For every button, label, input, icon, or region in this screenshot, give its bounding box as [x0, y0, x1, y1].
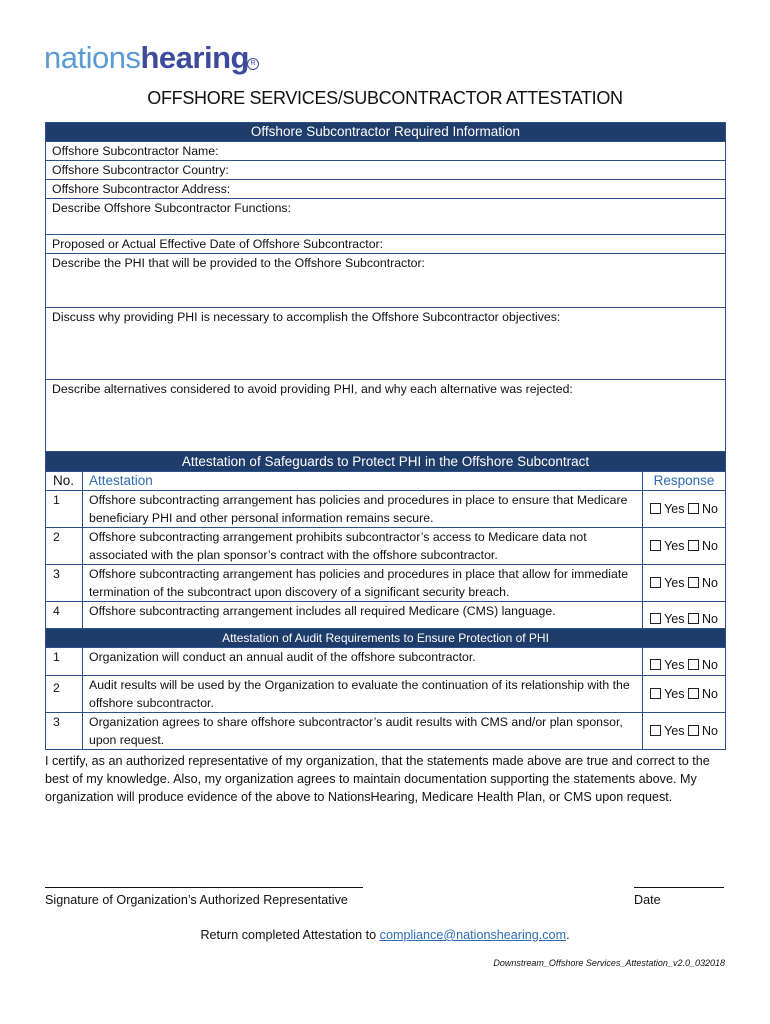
date-label: Date — [634, 893, 661, 907]
no-checkbox[interactable] — [688, 503, 699, 514]
compliance-email-link[interactable]: compliance@nationshearing.com — [379, 928, 567, 942]
yes-label: Yes — [664, 576, 685, 590]
yes-label: Yes — [664, 724, 685, 738]
row-number: 2 — [46, 676, 83, 713]
attestation-text: Offshore subcontracting arrangement includes all required Medicare (CMS) language. — [83, 602, 643, 629]
no-checkbox[interactable] — [688, 577, 699, 588]
document-title: OFFSHORE SERVICES/SUBCONTRACTOR ATTESTATION — [147, 88, 623, 108]
certification-statement: I certify, as an authorized representative of my organization, that the statements made above are true and correct to the best of my knowledge. Also, my organization agrees to maintain documentation supporting the statements above. My organization will produce evidence of the above to NationsHearing, Medicare Health Plan, or CMS upon request. — [45, 754, 710, 804]
yes-label: Yes — [664, 658, 685, 672]
signature-label: Signature of Organization’s Authorized Representative — [45, 893, 348, 907]
yes-checkbox[interactable] — [650, 725, 661, 736]
yes-label: Yes — [664, 612, 685, 626]
row-number: 3 — [46, 713, 83, 750]
response-options — [643, 676, 726, 713]
field-phi-necessity[interactable]: Discuss why providing PHI is necessary to accomplish the Offshore Subcontractor objectives: — [46, 308, 726, 380]
no-label: No — [701, 539, 718, 553]
section-header-required-info: Offshore Subcontractor Required Information — [46, 123, 726, 142]
no-checkbox[interactable] — [688, 659, 699, 670]
yes-label: Yes — [664, 687, 685, 701]
no-label: No — [701, 576, 718, 590]
attestation-text: Organization agrees to share offshore subcontractor’s audit results with CMS and/or plan sponsor, upon request. — [83, 713, 643, 750]
field-subcontractor-address[interactable]: Offshore Subcontractor Address: — [46, 180, 726, 199]
attestation-text: Audit results will be used by the Organization to evaluate the continuation of its relationship with the offshore subcontractor. — [83, 676, 643, 713]
return-end: . — [566, 928, 570, 942]
no-checkbox[interactable] — [688, 725, 699, 736]
attestation-text: Offshore subcontracting arrangement has policies and procedures in place to ensure that Medicare beneficiary PHI and other personal information remains secure. — [83, 491, 643, 528]
no-label: No — [701, 724, 718, 738]
return-instructions — [0, 928, 770, 942]
registered-mark-icon: R — [247, 58, 259, 70]
document-footer-id: Downstream_Offshore Services_Attestation_v2.0_032018 — [493, 958, 725, 968]
field-phi-description[interactable]: Describe the PHI that will be provided to the Offshore Subcontractor: — [46, 254, 726, 308]
nationshearing-logo — [44, 38, 259, 78]
field-alternatives[interactable]: Describe alternatives considered to avoid providing PHI, and why each alternative was rejected: — [46, 380, 726, 452]
no-label: No — [701, 612, 718, 626]
column-header-response: Response — [643, 472, 726, 491]
logo-part-hearing: hearing — [140, 40, 249, 75]
response-options — [643, 713, 726, 750]
yes-checkbox[interactable] — [650, 659, 661, 670]
field-subcontractor-name[interactable]: Offshore Subcontractor Name: — [46, 142, 726, 161]
row-number: 1 — [46, 648, 83, 676]
yes-label: Yes — [664, 539, 685, 553]
yes-label: Yes — [664, 502, 685, 516]
yes-checkbox[interactable] — [650, 503, 661, 514]
attestation-text: Offshore subcontracting arrangement prohibits subcontractor’s access to Medicare data not associated with the plan sponsor’s contract with the offshore subcontractor. — [83, 528, 643, 565]
return-text: Return completed Attestation to — [200, 928, 377, 942]
yes-checkbox[interactable] — [650, 577, 661, 588]
no-checkbox[interactable] — [688, 613, 699, 624]
row-number: 4 — [46, 602, 83, 629]
no-checkbox[interactable] — [688, 540, 699, 551]
signature-line[interactable] — [45, 887, 363, 888]
yes-checkbox[interactable] — [650, 540, 661, 551]
yes-checkbox[interactable] — [650, 613, 661, 624]
column-header-attestation: Attestation — [83, 472, 643, 491]
row-number: 1 — [46, 491, 83, 528]
section-header-audit: Attestation of Audit Requirements to Ensure Protection of PHI — [46, 629, 726, 648]
response-options — [643, 602, 726, 629]
no-label: No — [701, 658, 718, 672]
response-options — [643, 565, 726, 602]
field-effective-date[interactable]: Proposed or Actual Effective Date of Offshore Subcontractor: — [46, 235, 726, 254]
field-subcontractor-functions[interactable]: Describe Offshore Subcontractor Functions: — [46, 199, 726, 235]
response-options — [643, 648, 726, 676]
yes-checkbox[interactable] — [650, 688, 661, 699]
logo-part-nations: nations — [44, 40, 141, 75]
row-number: 2 — [46, 528, 83, 565]
field-subcontractor-country[interactable]: Offshore Subcontractor Country: — [46, 161, 726, 180]
response-options — [643, 491, 726, 528]
no-label: No — [701, 687, 718, 701]
attestation-form-table — [45, 122, 726, 750]
row-number: 3 — [46, 565, 83, 602]
no-label: No — [701, 502, 718, 516]
date-line[interactable] — [634, 887, 724, 888]
attestation-text: Organization will conduct an annual audit of the offshore subcontractor. — [83, 648, 643, 676]
column-header-no: No. — [46, 472, 83, 491]
response-options — [643, 528, 726, 565]
attestation-text: Offshore subcontracting arrangement has policies and procedures in place that allow for immediate termination of the subcontract upon discovery of a significant security breach. — [83, 565, 643, 602]
section-header-safeguards: Attestation of Safeguards to Protect PHI in the Offshore Subcontract — [46, 452, 726, 472]
no-checkbox[interactable] — [688, 688, 699, 699]
